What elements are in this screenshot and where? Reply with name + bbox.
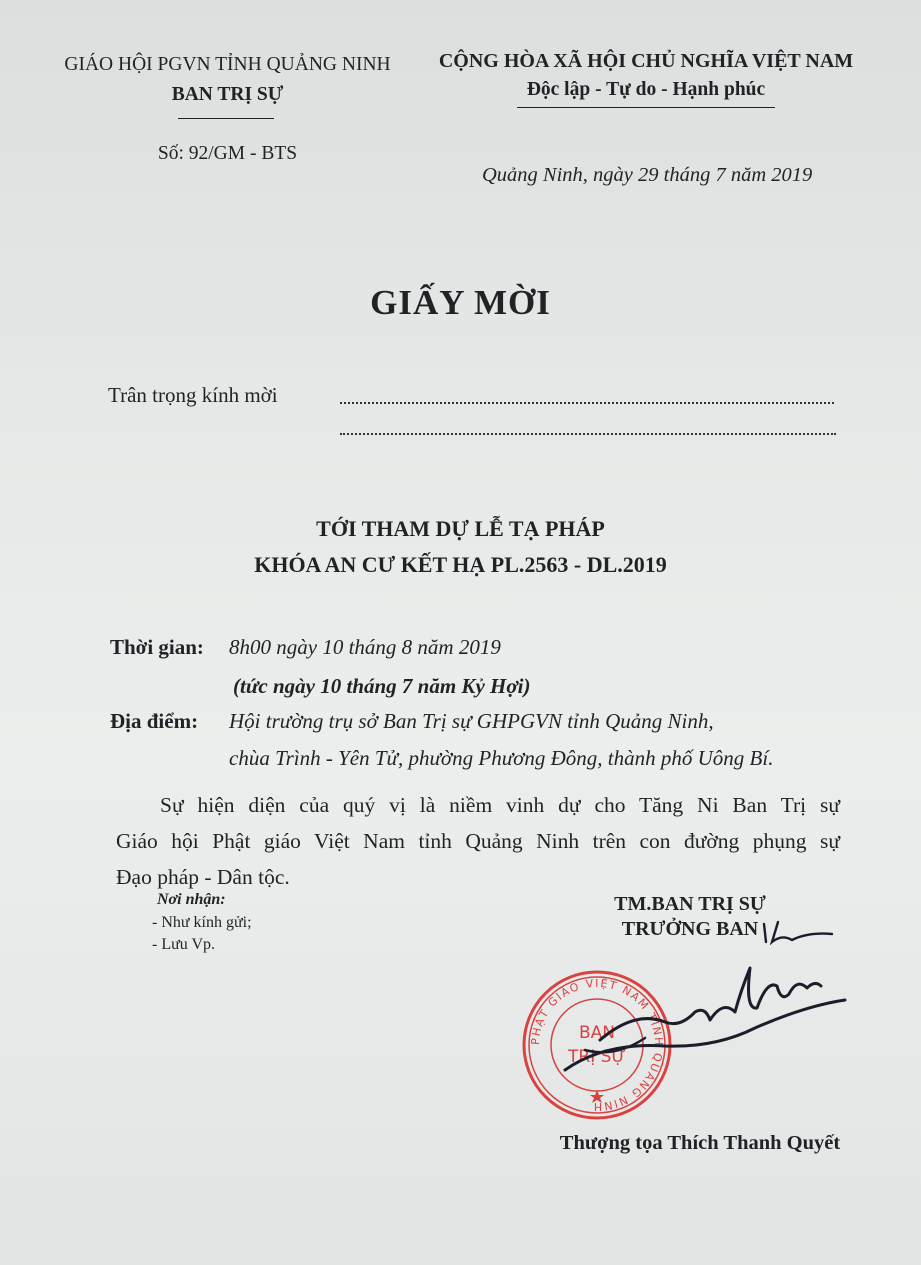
signer-role-line-2: TRƯỞNG BAN <box>621 918 759 940</box>
seal-ring-text: PHẬT GIÁO VIỆT NAM TỈNH QUẢNG NINH <box>528 976 666 1114</box>
org-unit: BAN TRỊ SỰ <box>171 84 284 105</box>
national-title: CỘNG HÒA XÃ HỘI CHỦ NGHĨA VIỆT NAM <box>438 50 854 72</box>
place-value-line-2: chùa Trình - Yên Tử, phường Phương Đông, thành phố Uông Bí. <box>229 746 774 770</box>
subject-line-1: TỚI THAM DỰ LỄ TẠ PHÁP <box>316 516 605 541</box>
place-value-line-1: Hội trường trụ sở Ban Trị sự GHPGVN tỉnh Quảng Ninh, <box>229 709 714 733</box>
place-and-date: Quảng Ninh, ngày 29 tháng 7 năm 2019 <box>482 164 813 186</box>
body-paragraph <box>116 787 840 895</box>
time-label: Thời gian: <box>110 635 204 659</box>
signer-name: Thượng tọa Thích Thanh Quyết <box>559 1132 841 1154</box>
recipient-item: - Lưu Vp. <box>152 936 216 953</box>
document-title: GIẤY MỜI <box>370 283 551 322</box>
recipients-title: Nơi nhận: <box>157 891 226 908</box>
invite-label: Trân trọng kính mời <box>108 383 278 407</box>
org-name: GIÁO HỘI PGVN TỈNH QUẢNG NINH <box>64 54 391 75</box>
signer-role-line-1: TM.BAN TRỊ SỰ <box>614 893 766 915</box>
seal-center-line-2: TRỊ SỰ <box>568 1047 626 1067</box>
invitee-blank-line-2 <box>340 417 836 435</box>
left-header-underline <box>178 118 274 119</box>
invitee-blank-line-1 <box>340 386 834 404</box>
body-line: Giáo hội Phật giáo Việt Nam tỉnh Quảng Ninh trên con đường phụng sự <box>116 829 840 853</box>
time-value: 8h00 ngày 10 tháng 8 năm 2019 <box>229 635 501 659</box>
right-header-underline <box>517 107 775 108</box>
recipient-item: - Như kính gửi; <box>152 914 252 931</box>
national-motto: Độc lập - Tự do - Hạnh phúc <box>526 79 766 100</box>
handwritten-signature <box>545 950 865 1090</box>
initials-mark <box>758 912 838 948</box>
seal-center-line-1: BAN <box>578 1023 616 1043</box>
body-line: Đạo pháp - Dân tộc. <box>116 865 290 889</box>
place-label: Địa điểm: <box>110 709 199 733</box>
body-line: Sự hiện diện của quý vị là niềm vinh dự cho Tăng Ni Ban Trị sự <box>160 793 840 817</box>
lunar-date-note: (tức ngày 10 tháng 7 năm Kỷ Hợi) <box>233 674 531 698</box>
document-number: Số: 92/GM - BTS <box>157 143 298 164</box>
subject-line-2: KHÓA AN CƯ KẾT HẠ PL.2563 - DL.2019 <box>254 552 667 577</box>
